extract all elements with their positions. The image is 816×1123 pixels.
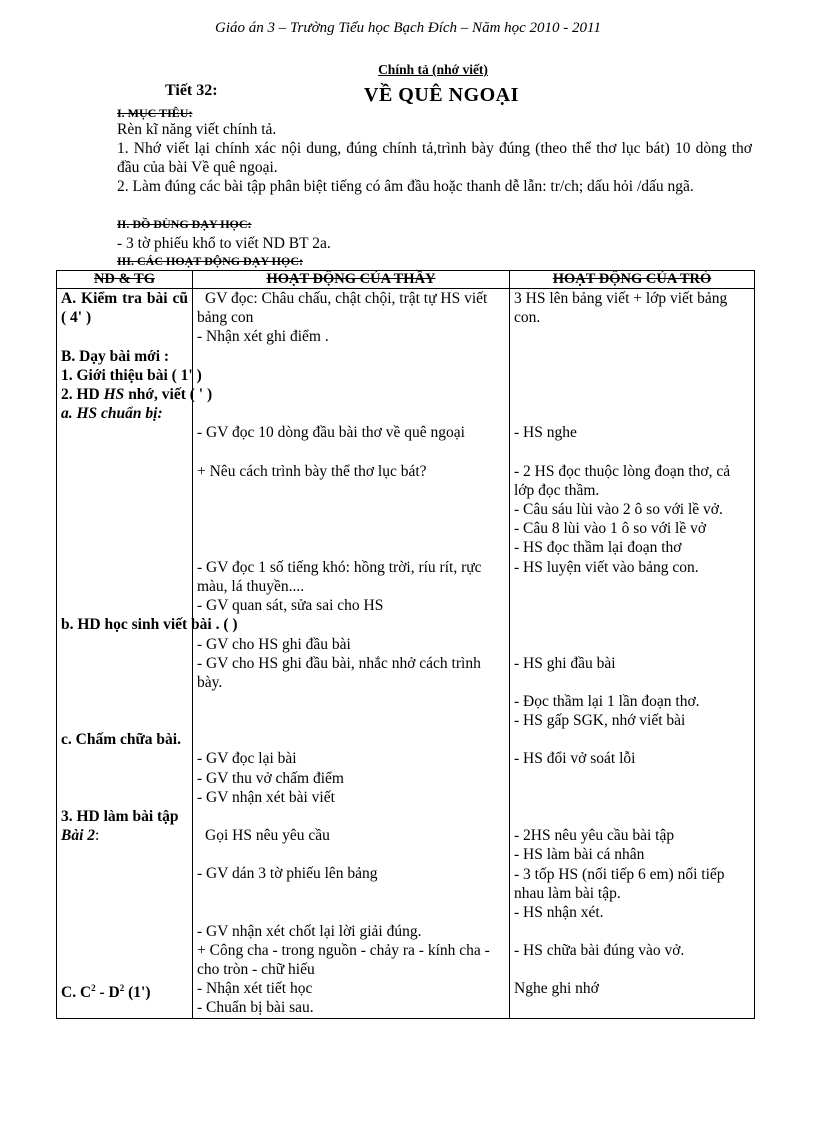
cell-teacher	[193, 289, 510, 347]
activities-table	[56, 270, 755, 1019]
table-row	[57, 826, 755, 979]
student-line: - HS đổi vở soát lỗi	[514, 750, 636, 768]
table-row	[57, 347, 755, 424]
teacher-line: - Chuẩn bị bài sau.	[197, 999, 314, 1017]
cell-student	[510, 826, 755, 979]
cell-content: C. $C^2 - D^2$ (1')	[57, 979, 193, 1018]
student-line: - 3 tốp HS (nối tiếp 6 em) nối tiếp nhau làm bài tập.	[514, 865, 725, 902]
student-line: - HS luyện viết vào bảng con.	[514, 558, 699, 576]
student-line: - HS nhận xét.	[514, 904, 604, 922]
cell-teacher	[193, 615, 510, 634]
cell-student	[510, 423, 755, 615]
student-line: - HS chữa bài đúng vào vở.	[514, 942, 685, 960]
subject-title: Chính tả (nhớ viết)	[378, 62, 488, 77]
student-line: - 2HS nêu yêu cầu bài tập	[514, 827, 675, 845]
cell-teacher	[193, 635, 510, 731]
teacher-line: - GV đọc 1 số tiếng khó: hồng trời, ríu rít, rực màu, lá thuyền....	[197, 558, 482, 596]
student-line: Nghe ghi nhớ	[514, 980, 599, 998]
cell-content	[57, 423, 193, 615]
teacher-line: - Nhận xét ghi điểm .	[197, 328, 329, 346]
student-line: - Câu sáu lùi vào 2 ô so với lề vở.	[514, 501, 723, 519]
cell-student	[510, 635, 755, 731]
objective-line: 1. Nhớ viết lại chính xác nội dung, đúng chính tả,trình bày đúng (theo thể thơ lục bát) 10 dòng thơ đầu của bài Về quê ngoại.	[117, 140, 752, 176]
cell-teacher	[193, 979, 510, 1018]
cell-content: b. HD học sinh viết bài . ( )	[57, 615, 193, 634]
lesson-title: VỀ QUÊ NGOẠI	[364, 84, 519, 106]
cell-content: 3. HD làm bài tập	[57, 807, 193, 826]
cell-content	[57, 347, 213, 424]
objectives-heading: I. MỤC TIÊU:	[117, 106, 193, 120]
section-label: a. HS chuẩn bị:	[61, 405, 163, 423]
cell-teacher	[193, 826, 510, 979]
cell-student	[510, 749, 755, 807]
teacher-line: + Nêu cách trình bày thể thơ lục bát?	[197, 462, 427, 480]
cell-student	[510, 979, 755, 1018]
header-teacher: HOẠT ĐỘNG CỦA THẦY	[193, 271, 510, 289]
cell-student	[510, 807, 755, 826]
section-label: 1. Giới thiệu bài ( 1' )	[61, 366, 202, 384]
objective-line: Rèn kĩ năng viết chính tả.	[117, 121, 277, 138]
section-label: B. Dạy bài mới :	[61, 347, 170, 365]
materials-heading: II. ĐỒ DÙNG DẠY HỌC:	[117, 217, 252, 231]
student-line: - HS nghe	[514, 424, 577, 442]
teacher-line: - Nhận xét tiết học	[197, 980, 313, 998]
student-line: - HS ghi đầu bài	[514, 654, 616, 672]
table-header-row	[57, 271, 755, 289]
cell-teacher	[193, 347, 510, 424]
cell-student	[510, 615, 755, 634]
student-line: 3 HS lên bảng viết + lớp viết bảng con.	[514, 290, 728, 327]
cell-content	[57, 749, 193, 807]
teacher-line: - GV đọc lại bài	[197, 750, 297, 768]
objective-line: 2. Làm đúng các bài tập phân biệt tiếng có âm đầu hoặc thanh dễ lẫn: tr/ch; dấu hỏi /dấu ngã.	[117, 178, 694, 195]
table-row	[57, 730, 755, 749]
lesson-number: Tiết 32:	[165, 82, 218, 99]
cell-teacher	[193, 749, 510, 807]
section-label: 2. HD HS nhớ, viết ( ' )	[61, 386, 213, 404]
teacher-line: - GV đọc 10 dòng đầu bài thơ về quê ngoại	[197, 424, 465, 442]
table-row	[57, 749, 755, 807]
teacher-line: - GV quan sát, sửa sai cho HS	[197, 597, 384, 615]
cell-student	[510, 289, 755, 347]
teacher-line: Gọi HS nêu yêu cầu	[205, 827, 330, 845]
table-row	[57, 615, 755, 634]
activities-heading: III. CÁC HOẠT ĐỘNG DẠY HỌC:	[117, 254, 304, 268]
teacher-line: GV đọc: Châu chấu, chật chội, trật tự HS viết bảng con	[197, 290, 488, 327]
table-row	[57, 635, 755, 731]
cell-content: c. Chấm chữa bài.	[57, 730, 193, 749]
cell-content: A. Kiểm tra bài cũ ( 4' )	[57, 289, 193, 347]
cell-teacher	[193, 423, 510, 615]
student-line: - 2 HS đọc thuộc lòng đoạn thơ, cả lớp đọc thầm.	[514, 462, 731, 499]
teacher-line: - GV nhận xét bài viết	[197, 788, 335, 806]
teacher-line: - GV thu vở chấm điểm	[197, 769, 344, 787]
cell-teacher	[193, 807, 510, 826]
header-content-time: ND & TG	[57, 271, 193, 289]
cell-content	[57, 635, 193, 731]
student-line: - HS đọc thầm lại đoạn thơ	[514, 539, 682, 557]
table-row	[57, 423, 755, 615]
table-row	[57, 807, 755, 826]
teacher-line: - GV nhận xét chốt lại lời giải đúng.	[197, 922, 422, 940]
cell-teacher	[193, 730, 510, 749]
page-header: Giáo án 3 – Trường Tiểu học Bạch Đích – Năm học 2010 - 2011	[215, 20, 601, 36]
student-line: - HS làm bài cá nhân	[514, 846, 645, 864]
header-student: HOẠT ĐỘNG CỦA TRÒ	[510, 271, 755, 289]
cell-content: Bài 2:	[57, 826, 193, 979]
cell-student	[510, 347, 755, 424]
teacher-line: + Công cha - trong nguồn - chảy ra - kính cha - cho tròn - chữ hiếu	[197, 941, 490, 979]
table-row	[57, 289, 755, 347]
student-line: - HS gấp SGK, nhớ viết bài	[514, 712, 686, 730]
table-row	[57, 979, 755, 1018]
student-line: - Câu 8 lùi vào 1 ô so với lề vở	[514, 520, 707, 538]
teacher-line: - GV cho HS ghi đầu bài, nhắc nhở cách trình bày.	[197, 654, 481, 692]
teacher-line: - GV cho HS ghi đầu bài	[197, 635, 351, 653]
student-line: - Đọc thầm lại 1 lần đoạn thơ.	[514, 692, 700, 710]
materials-line: - 3 tờ phiếu khổ to viết ND BT 2a.	[117, 235, 331, 252]
cell-student	[510, 730, 755, 749]
teacher-line: - GV dán 3 tờ phiếu lên bảng	[197, 865, 378, 883]
